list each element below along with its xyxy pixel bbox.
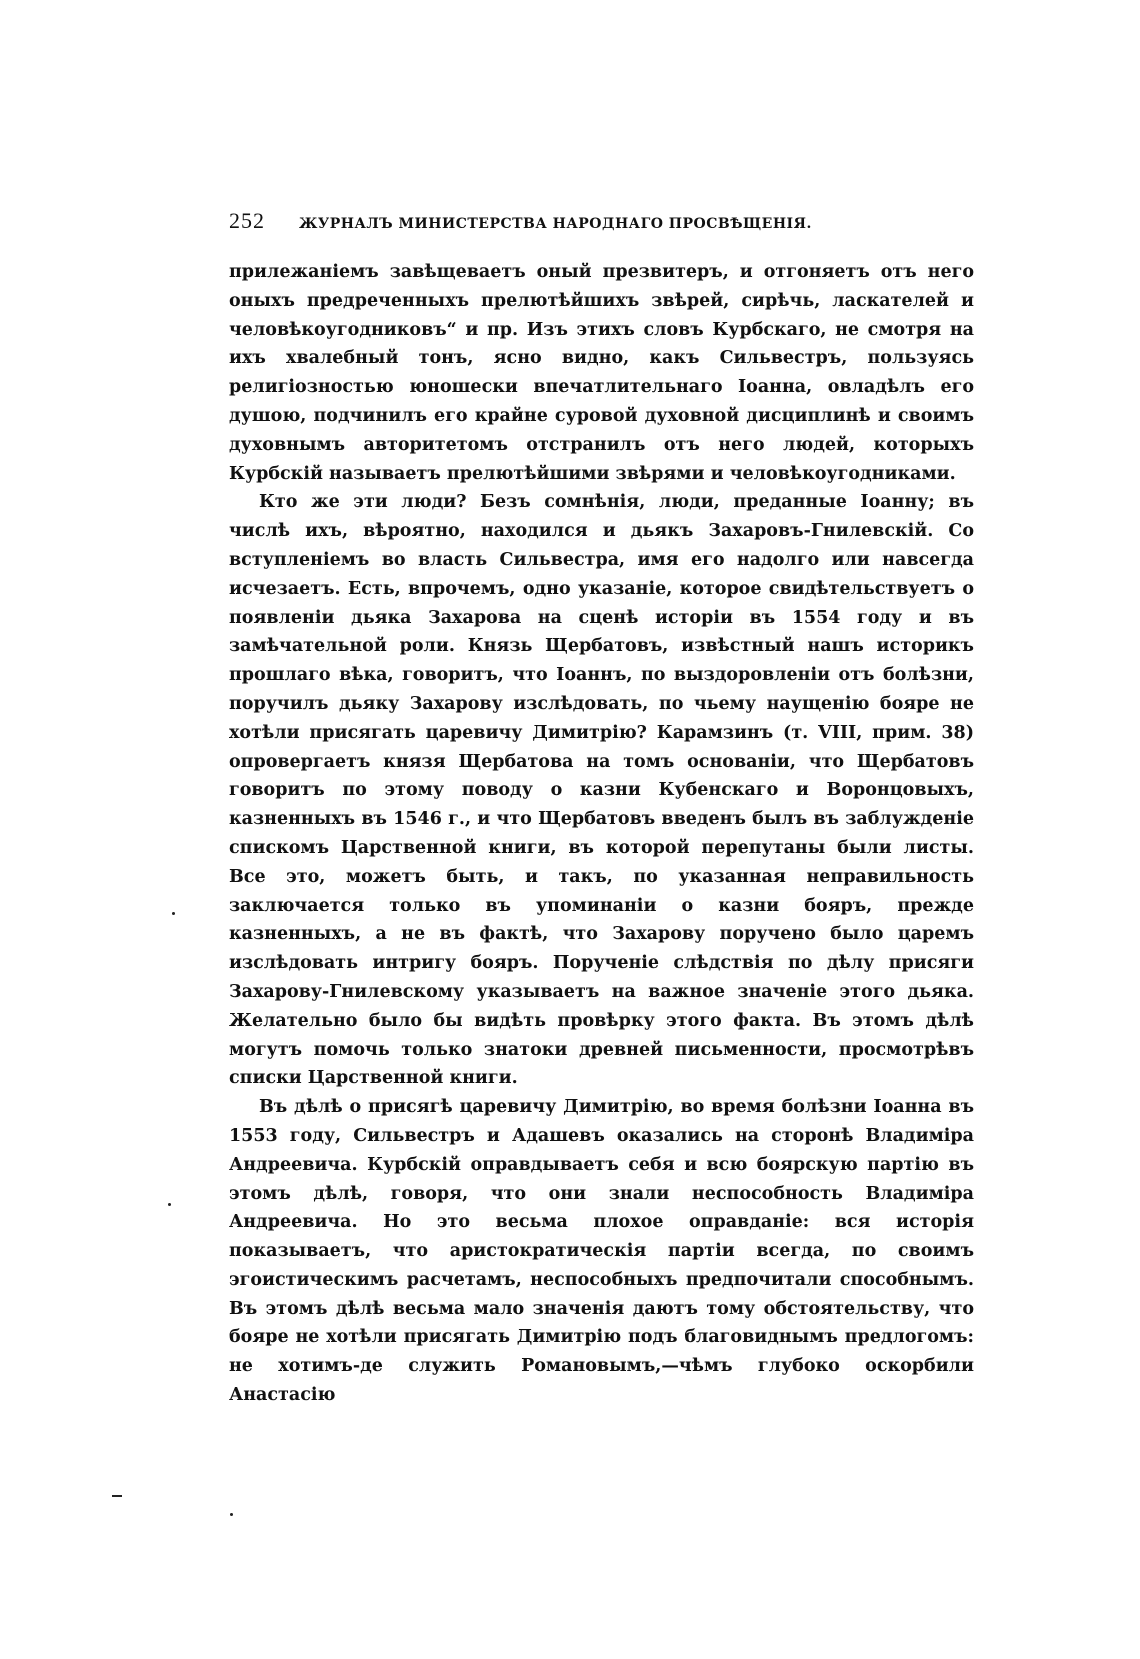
scan-speck bbox=[230, 1513, 233, 1516]
scan-speck bbox=[172, 912, 175, 915]
paragraph-continuation: прилежаніемъ завѣщеваетъ оный презвитеръ, и отгоняетъ отъ него оныхъ предреченныхъ прелютѣйшихъ звѣрей, сирѣчь, ласкателей и человѣкоугодниковъ“ и пр. Изъ этихъ словъ Курбскаго, не смотря на ихъ хвалебный тонъ, ясно видно, какъ Сильвестръ, пользуясь религіозностью юношески впечатлительнаго Іоанна, овладѣлъ его душою, подчинилъ его крайне суровой духовной дисциплинѣ и своимъ духовнымъ авторитетомъ отстранилъ отъ него людей, которыхъ Курбскій называетъ прелютѣйшими звѣрями и человѣкоугодниками. bbox=[229, 262, 974, 484]
page-number: 252 bbox=[229, 208, 265, 233]
paragraph-who-are-these-people: Кто же эти люди? Безъ сомнѣнія, люди, преданные Іоанну; въ числѣ ихъ, вѣроятно, находился и дьякъ Захаровъ-Гнилевскій. Со вступленіемъ во власть Сильвестра, имя его надолго или навсегда исчезаетъ. Есть, впрочемъ, одно указаніе, которое свидѣтельствуетъ о появленіи дьяка Захарова на сценѣ исторіи въ 1554 году и въ замѣчательной роли. Князь Щербатовъ, извѣстный нашъ историкъ прошлаго вѣка, говоритъ, что Іоаннъ, по выздоровленіи отъ болѣзни, поручилъ дьяку Захарову изслѣдовать, по чьему наущенію бояре не хотѣли присягать царевичу Димитрію? Карамзинъ (т. VIII, прим. 38) опровергаетъ князя Щербатова на томъ основаніи, что Щербатовъ говоритъ по этому поводу о казни Кубенскаго и Воронцовыхъ, казненныхъ въ 1546 г., и что Щербатовъ введенъ былъ въ заблужденіе спискомъ Царственной книги, въ которой перепутаны были листы. Все это, можетъ быть, и такъ, по указанная неправильность заключается только въ упоминаніи о казни бояръ, прежде казненныхъ, а не въ фактѣ, что Захарову поручено было царемъ изслѣдовать интригу бояръ. Порученіе слѣдствія по дѣлу присяги Захарову-Гнилевскому указываетъ на важное значеніе этого дьяка. Желательно было бы видѣть провѣрку этого факта. Въ этомъ дѣлѣ могутъ помочь только знатоки древней письменности, просмотрѣвъ списки Царственной книги. bbox=[229, 492, 974, 1089]
page-header bbox=[229, 208, 969, 238]
running-title: ЖУРНАЛЪ МИНИСТЕРСТВА НАРОДНАГО ПРОСВѢЩЕНІЯ. bbox=[299, 216, 812, 232]
body-text bbox=[229, 258, 974, 1410]
scan-mark bbox=[112, 1495, 122, 1497]
scan-speck bbox=[168, 1203, 171, 1206]
paragraph-oath-to-dimitri: Въ дѣлѣ о присягѣ царевичу Димитрію, во время болѣзни Іоанна въ 1553 году, Сильвестръ и Адашевъ оказались на сторонѣ Владиміра Андреевича. Курбскій оправдываетъ себя и всю боярскую партію въ этомъ дѣлѣ, говоря, что они знали неспособность Владиміра Андреевича. Но это весьма плохое оправданіе: вся исторія показываетъ, что аристократическія партіи всегда, по своимъ эгоистическимъ расчетамъ, неспособныхъ предпочитали способнымъ. Въ этомъ дѣлѣ весьма мало значенія даютъ тому обстоятельству, что бояре не хотѣли присягать Димитрію подъ благовиднымъ предлогомъ: не хотимъ-де служить Романовымъ,—чѣмъ глубоко оскорбили Анастасію bbox=[229, 1097, 974, 1406]
